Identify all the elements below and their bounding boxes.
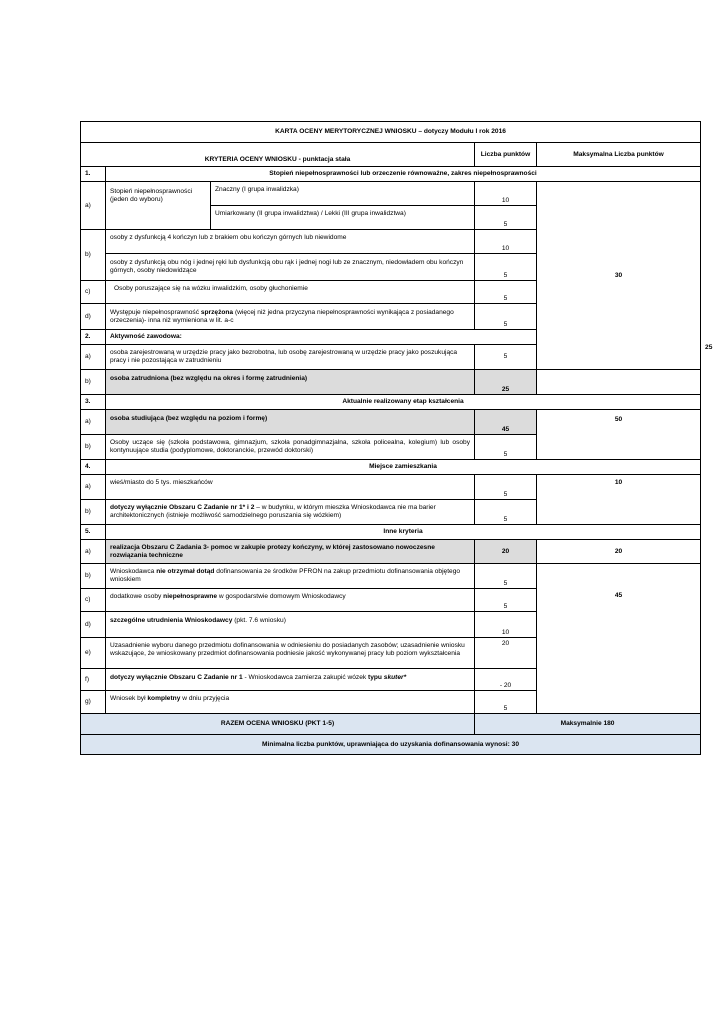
total-label: RAZEM OCENA WNIOSKU (PKT 1-5) bbox=[81, 714, 475, 735]
section-3-header bbox=[81, 395, 701, 410]
points-value: 5 bbox=[475, 564, 537, 589]
section-number: 2. bbox=[81, 330, 106, 345]
points-value: 5 bbox=[475, 254, 537, 281]
text-part: Wniosek był bbox=[110, 695, 146, 702]
text-part: w dniu przyjęcia bbox=[182, 695, 230, 702]
table-row bbox=[81, 182, 701, 206]
document-title: KARTA OCENY MERYTORYCZNEJ WNIOSKU – dotyczy Modułu I rok 2016 bbox=[81, 122, 701, 143]
section-title: Stopień niepełnosprawności lub orzeczenie równoważne, zakres niepełnosprawności bbox=[106, 167, 701, 182]
text-emphasis: kompletny bbox=[147, 695, 181, 702]
text-emphasis: skuter* bbox=[383, 674, 407, 681]
points-value: - 20 bbox=[475, 669, 537, 691]
criterion-option: Znaczny (I grupa inwalidzka) bbox=[211, 182, 475, 206]
criterion-text: Osoby uczące się (szkoła podstawowa, gimnazjum, szkoła ponadgimnazjalna, szkoła policealna, kolegium) lub osoby kontynuujące studia (podyplomowe, doktoranckie, przewód doktorski) bbox=[106, 435, 475, 460]
text-part: - Wnioskodawca zamierza zakupić wózek bbox=[244, 674, 367, 681]
points-value: 10 bbox=[475, 612, 537, 638]
row-letter: b) bbox=[81, 500, 106, 525]
table-row bbox=[81, 564, 701, 589]
title-row bbox=[81, 122, 701, 143]
header-row bbox=[81, 143, 701, 167]
text-part: dofinansowania ze środków PFRON na zakup przedmiotu dofinansowania objętego wnioskiem bbox=[110, 568, 461, 583]
points-value: 25 bbox=[475, 370, 537, 395]
criterion-text: Uzasadnienie wyboru danego przedmiotu dofinansowania w odniesieniu do posiadanych zasobów; uzasadnienie wniosku wskazujące, że wnioskowany przedmiot dofinansowania podniesie jakość wykonywanej pracy lub poziom wykształcenia bbox=[106, 638, 475, 669]
section-title: Aktywność zawodowa: bbox=[106, 330, 537, 345]
section-number: 5. bbox=[81, 525, 106, 540]
section-2-header: 2. Aktywność zawodowa: 25 bbox=[81, 330, 701, 345]
row-letter: e) bbox=[81, 638, 106, 669]
table-row bbox=[81, 370, 701, 395]
text-part: Występuje niepełnosprawność bbox=[110, 308, 200, 316]
section-1-header bbox=[81, 167, 701, 182]
section-title: Miejsce zamieszkania bbox=[106, 460, 701, 475]
max-points-value: 30 bbox=[537, 182, 701, 370]
text-emphasis: nie otrzymał dotąd bbox=[156, 568, 215, 575]
text-emphasis: dotyczy wyłącznie Obszaru C Zadanie nr 1* i 2 bbox=[110, 504, 255, 511]
row-letter: d) bbox=[81, 612, 106, 638]
criterion-text: osoby z dysfunkcją obu nóg i jednej ręki lub dysfunkcją obu rąk i jednej nogi lub ze znacznym, niedowładem obu kończyn górnych, osoby niedowidzące bbox=[106, 254, 475, 281]
text-part: Wnioskodawca bbox=[110, 568, 155, 575]
points-value: 45 bbox=[475, 410, 537, 435]
row-letter: b) bbox=[81, 370, 106, 395]
criteria-header: KRYTERIA OCENY WNIOSKU - punktacja stała bbox=[81, 143, 475, 167]
criterion-text bbox=[106, 612, 475, 638]
text-emphasis: sprzężona bbox=[200, 308, 234, 316]
points-header: Liczba punktów bbox=[475, 143, 537, 167]
points-value: 5 bbox=[475, 589, 537, 612]
section-5-header bbox=[81, 525, 701, 540]
criterion-text: wieś/miasto do 5 tys. mieszkańców bbox=[106, 475, 475, 500]
row-letter: b) bbox=[81, 564, 106, 589]
criterion-label: Stopień niepełnosprawności (jeden do wyboru) bbox=[106, 182, 211, 230]
text-part: – w budynku, w którym mieszka Wnioskodawca nie ma barier architektonicznych (istnieje możliwość samodzielnego poruszania się wózkiem) bbox=[110, 504, 436, 519]
points-value: 5 bbox=[475, 435, 537, 460]
minimum-row bbox=[81, 735, 701, 755]
max-points-value: 20 bbox=[537, 540, 701, 564]
table-row bbox=[81, 540, 701, 564]
total-max: Maksymalnie 180 bbox=[475, 714, 701, 735]
evaluation-table bbox=[80, 121, 713, 755]
text-emphasis: typu bbox=[368, 674, 382, 681]
total-row bbox=[81, 714, 701, 735]
minimum-points-note: Minimalna liczba punktów, uprawniająca do uzyskania dofinansowania wynosi: 30 bbox=[81, 735, 701, 755]
criterion-text: osoby z dysfunkcją 4 kończyn lub z brakiem obu kończyn górnych lub niewidome bbox=[106, 230, 475, 254]
criterion-text bbox=[106, 669, 475, 691]
criterion-text bbox=[106, 304, 475, 330]
text-emphasis: niepełnosprawne bbox=[163, 593, 218, 600]
points-value: 10 bbox=[475, 182, 537, 206]
criterion-text bbox=[106, 500, 475, 525]
points-value: 20 bbox=[475, 540, 537, 564]
section-number: 4. bbox=[81, 460, 106, 475]
max-points-value: 10 bbox=[537, 475, 701, 525]
row-letter: c) bbox=[81, 589, 106, 612]
points-value: 5 bbox=[475, 281, 537, 304]
criterion-text: osoba zarejestrowaną w urzędzie pracy jako bezrobotna, lub osobę zarejestrowaną w urzędzie pracy jako poszukująca pracy i nie pozostająca w zatrudnieniu bbox=[106, 345, 475, 370]
points-value: 5 bbox=[475, 475, 537, 500]
text-emphasis: dotyczy wyłącznie Obszaru C Zadanie nr 1 bbox=[110, 674, 243, 681]
criterion-text: osoba studiująca (bez względu na poziom i formę) bbox=[106, 410, 475, 435]
row-letter: a) bbox=[81, 345, 106, 370]
section-number: 3. bbox=[81, 395, 106, 410]
points-value: 5 bbox=[475, 345, 537, 370]
points-value: 20 bbox=[475, 638, 537, 669]
points-value: 5 bbox=[475, 304, 537, 330]
criterion-text bbox=[106, 589, 475, 612]
table-row bbox=[81, 475, 701, 500]
row-letter: b) bbox=[81, 230, 106, 281]
row-letter: f) bbox=[81, 669, 106, 691]
text-part: w gospodarstwie domowym Wnioskodawcy bbox=[218, 593, 346, 600]
criterion-text: realizacja Obszaru C Zadania 3- pomoc w zakupie protezy kończyny, w której zastosowano nowoczesne rozwiązania techniczne bbox=[106, 540, 475, 564]
section-title: Inne kryteria bbox=[106, 525, 701, 540]
row-letter: a) bbox=[81, 475, 106, 500]
row-letter: d) bbox=[81, 304, 106, 330]
section-4-header bbox=[81, 460, 701, 475]
points-value: 5 bbox=[475, 691, 537, 714]
points-value: 5 bbox=[475, 500, 537, 525]
criterion-text bbox=[106, 564, 475, 589]
row-letter: a) bbox=[81, 182, 106, 230]
max-points-value: 45 bbox=[537, 564, 701, 714]
max-points-header: Maksymalna Liczba punktów bbox=[537, 143, 701, 167]
text-part: (pkt. 7.6 wniosku) bbox=[234, 617, 286, 624]
points-value: 5 bbox=[475, 206, 537, 230]
max-points-value: 50 bbox=[537, 410, 701, 460]
criterion-text bbox=[106, 691, 475, 714]
row-letter: g) bbox=[81, 691, 106, 714]
section-title: Aktualnie realizowany etap kształcenia bbox=[106, 395, 701, 410]
table-row bbox=[81, 410, 701, 435]
row-letter: a) bbox=[81, 540, 106, 564]
criterion-text: Osoby poruszające się na wózku inwalidzkim, osoby głuchoniemie bbox=[106, 281, 475, 304]
points-value: 10 bbox=[475, 230, 537, 254]
text-part: dodatkowe osoby bbox=[110, 593, 162, 600]
criterion-text: osoba zatrudniona (bez względu na okres i formę zatrudnienia) bbox=[106, 370, 475, 395]
row-letter: c) bbox=[81, 281, 106, 304]
section-number: 1. bbox=[81, 167, 106, 182]
text-part: (więcej niż jedna przyczyna niepełnosprawności wynikająca z posiadanego orzeczenia)- inna niż wymieniona w lit. a-c bbox=[110, 308, 454, 324]
row-letter: b) bbox=[81, 435, 106, 460]
row-letter: a) bbox=[81, 410, 106, 435]
text-emphasis: szczególne utrudnienia Wnioskodawcy bbox=[110, 617, 233, 624]
criterion-option: Umiarkowany (II grupa inwalidztwa) / Lekki (III grupa inwalidztwa) bbox=[211, 206, 475, 230]
